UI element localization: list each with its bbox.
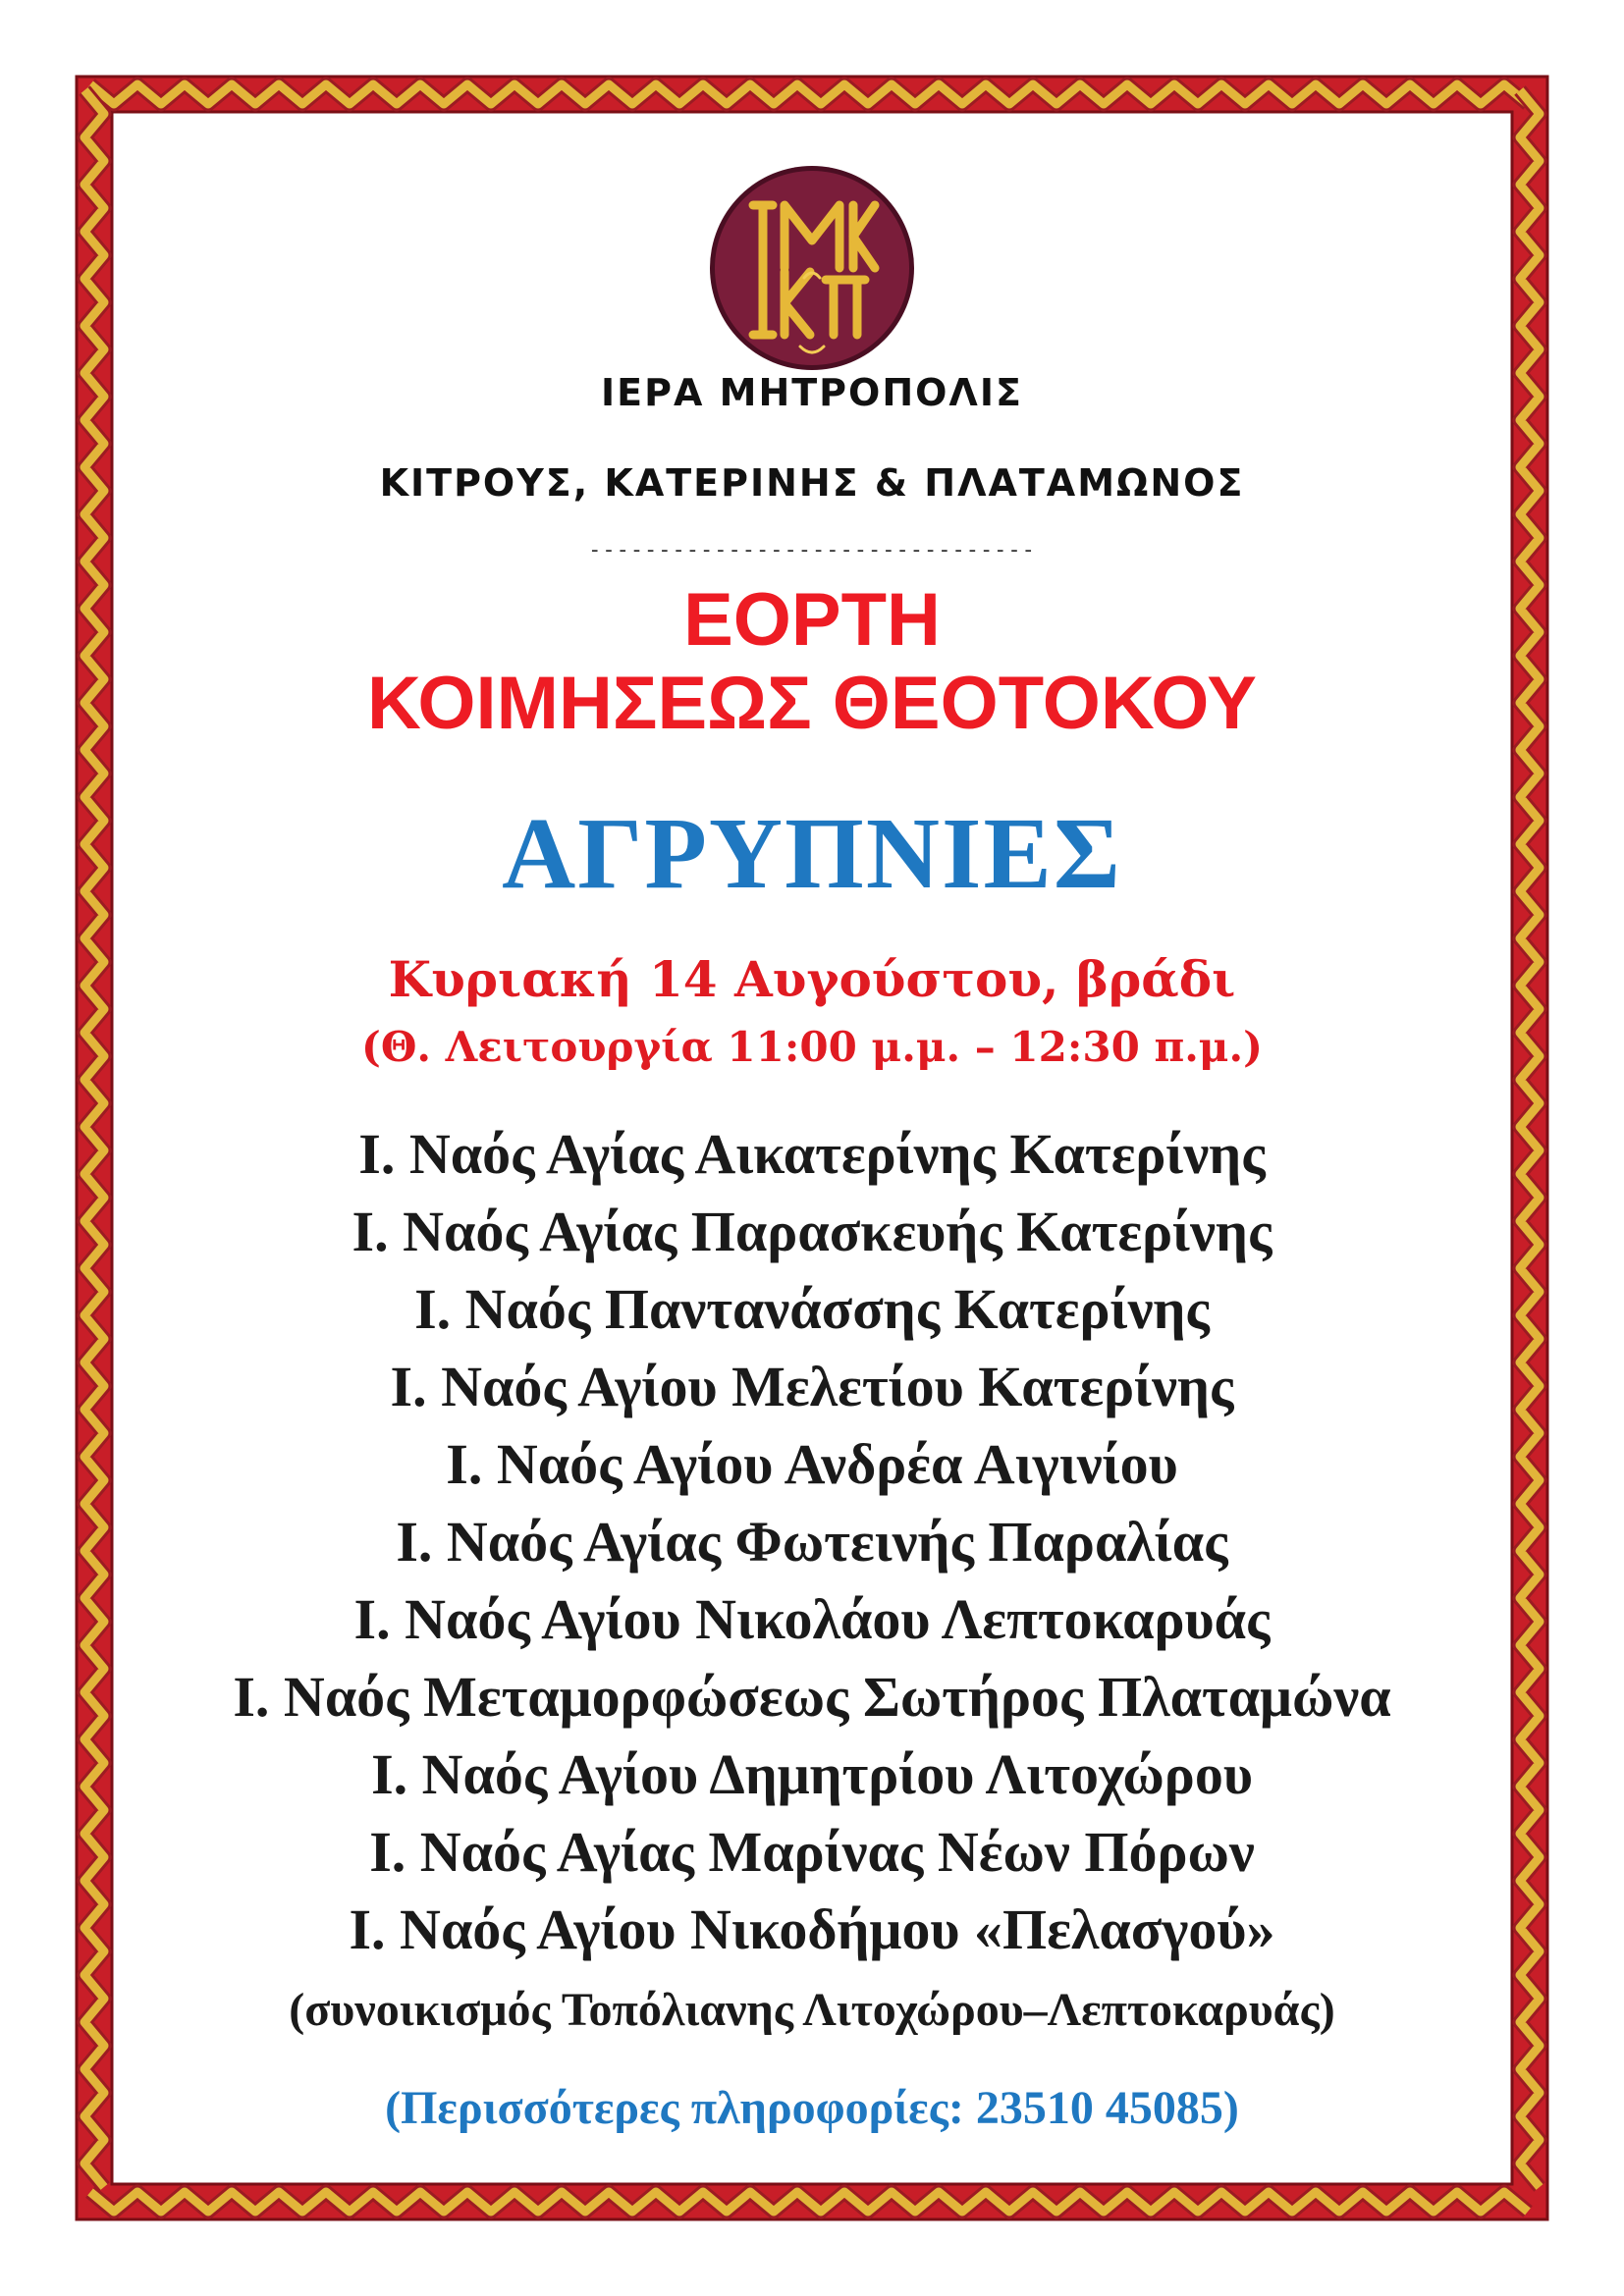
church-item: Ι. Ναός Αγίου Νικοδήμου «Πελασγού» — [349, 1897, 1275, 1961]
church-item: Ι. Ναός Αγίου Ανδρέα Αιγινίου — [446, 1432, 1178, 1496]
feast-title: ΕΟΡΤΗ — [683, 578, 941, 662]
metropolis-name: ΙΕΡΑ ΜΗΤΡΟΠΟΛΙΣ — [601, 371, 1023, 414]
church-item: Ι. Ναός Παντανάσσης Κατερίνης — [414, 1277, 1210, 1341]
dashed-divider: -------------------------------- — [588, 538, 1036, 562]
church-item: Ι. Ναός Αγίας Μαρίνας Νέων Πόρων — [369, 1820, 1255, 1884]
church-list — [118, 1115, 1506, 1968]
liturgy-time: (Θ. Λειτουργία 11:00 μ.μ. – 12:30 π.μ.) — [360, 1023, 1264, 1071]
settlement-note: (συνοικισμός Τοπόλιανης Λιτοχώρου–Λεπτοκαρυάς) — [289, 1984, 1335, 2036]
church-item: Ι. Ναός Αγίας Αικατερίνης Κατερίνης — [358, 1122, 1266, 1186]
vigils-title: ΑΓΡΥΠΝΙΕΣ — [502, 797, 1122, 910]
church-item: Ι. Ναός Αγίας Παρασκευής Κατερίνης — [352, 1200, 1272, 1263]
metropolis-seal — [118, 162, 1506, 378]
metropolis-region: ΚΙΤΡΟΥΣ, ΚΑΤΕΡΙΝΗΣ & ΠΛΑΤΑΜΩΝΟΣ — [379, 461, 1245, 505]
church-item: Ι. Ναός Αγίου Μελετίου Κατερίνης — [390, 1355, 1234, 1418]
metropolis-seal-icon — [706, 162, 918, 374]
church-item: Ι. Ναός Μεταμορφώσεως Σωτήρος Πλαταμώνα — [233, 1665, 1391, 1729]
contact-info: (Περισσότερες πληροφορίες: 23510 45085) — [385, 2082, 1239, 2134]
feast-subtitle: ΚΟΙΜΗΣΕΩΣ ΘΕΟΤΟΚΟΥ — [367, 662, 1257, 745]
church-item: Ι. Ναός Αγίου Δημητρίου Λιτοχώρου — [371, 1742, 1253, 1806]
event-date: Κυριακή 14 Αυγούστου, βράδι — [388, 950, 1236, 1008]
poster-content — [118, 118, 1506, 2169]
church-item: Ι. Ναός Αγίας Φωτεινής Παραλίας — [396, 1510, 1228, 1574]
church-item: Ι. Ναός Αγίου Νικολάου Λεπτοκαρυάς — [353, 1587, 1271, 1651]
